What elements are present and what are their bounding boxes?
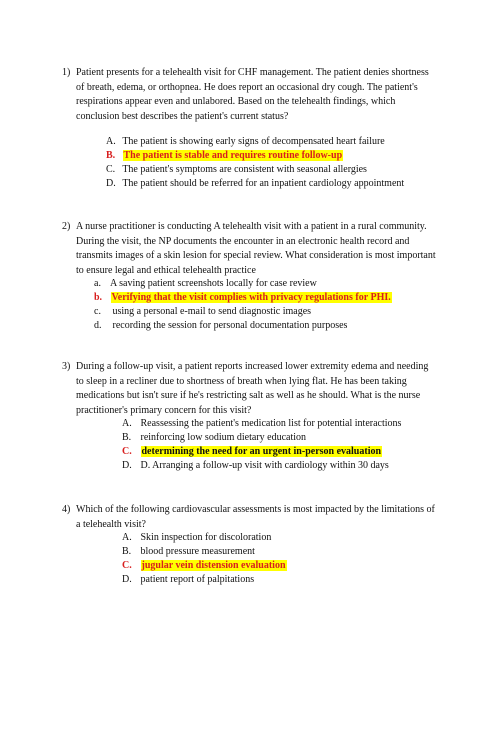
option-4a	[122, 531, 271, 546]
option-4c-answer	[122, 559, 287, 574]
option-label: D.	[106, 178, 116, 189]
option-label: d.	[94, 320, 102, 331]
option-text: Reassessing the patient's medication list for potential interactions	[140, 418, 402, 429]
option-2b-answer	[94, 291, 392, 306]
question-2	[62, 220, 436, 278]
question-4	[62, 503, 436, 532]
option-label: A.	[122, 532, 132, 543]
option-3b	[122, 431, 306, 446]
option-text: using a personal e-mail to send diagnostic images	[112, 306, 312, 317]
option-text-highlighted: jugular vein distension evaluation	[141, 560, 286, 571]
option-label: A.	[122, 418, 132, 429]
option-text: The patient is showing early signs of decompensated heart failure	[122, 136, 385, 147]
option-label: B.	[122, 432, 132, 443]
option-label: B.	[106, 150, 116, 161]
option-text-highlighted: The patient is stable and requires routine follow-up	[123, 150, 343, 161]
option-text: The patient's symptoms are consistent with seasonal allergies	[122, 164, 367, 175]
question-number: 4)	[62, 504, 71, 515]
option-text: The patient should be referred for an inpatient cardiology appointment	[122, 178, 405, 189]
option-2c	[94, 305, 311, 320]
question-number: 3)	[62, 361, 71, 372]
option-1d	[106, 177, 404, 192]
option-label: c.	[94, 306, 101, 317]
option-label: b.	[94, 292, 103, 303]
option-2d	[94, 319, 347, 334]
option-label: C.	[106, 164, 116, 175]
question-stem: Which of the following cardiovascular assessments is most impacted by the limitations of a telehealth visit?	[76, 504, 435, 530]
option-label: A.	[106, 136, 116, 147]
question-3	[62, 360, 436, 418]
option-3c-answer	[122, 445, 382, 460]
option-text-highlighted: Verifying that the visit complies with privacy regulations for PHI.	[111, 292, 391, 303]
question-number: 1)	[62, 67, 71, 78]
option-3a	[122, 417, 401, 432]
question-1	[62, 66, 436, 124]
option-label: D.	[122, 574, 132, 585]
option-2a	[94, 277, 317, 292]
option-text-highlighted: determining the need for an urgent in-person evaluation	[141, 446, 382, 457]
option-1a	[106, 135, 385, 150]
option-label: C.	[122, 560, 132, 571]
option-label: C.	[122, 446, 132, 457]
option-text: patient report of palpitations	[140, 574, 255, 585]
option-text: reinforcing low sodium dietary education	[140, 432, 307, 443]
option-text: D. Arranging a follow-up visit with cardiology within 30 days	[140, 460, 389, 471]
question-stem: Patient presents for a telehealth visit for CHF management. The patient denies shortness of breath, edema, or orthopnea. He does report an occasional dry cough. The patient's respirations appear even and unlabored. Based on the telehealth findings, which conclusion best describes the patient's current status?	[76, 67, 429, 122]
option-text: A saving patient screenshots locally for case review	[109, 278, 317, 289]
option-label: D.	[122, 460, 132, 471]
option-text: blood pressure measurement	[140, 546, 255, 557]
option-1b-answer	[106, 149, 343, 164]
option-label: B.	[122, 546, 132, 557]
question-number: 2)	[62, 221, 71, 232]
question-stem: During a follow-up visit, a patient reports increased lower extremity edema and needing to sleep in a recliner due to shortness of breath when lying flat. He has been taking medications but isn't sure if he's restricting salt as well as he should. What is the nurse practitioner's primary concern for this visit?	[76, 361, 429, 416]
option-3d	[122, 459, 389, 474]
option-1c	[106, 163, 367, 178]
option-text: recording the session for personal documentation purposes	[112, 320, 348, 331]
question-stem: A nurse practitioner is conducting A telehealth visit with a patient in a rural community. During the visit, the NP documents the encounter in an electronic health record and transmits images of a skin lesion for special review. What consideration is most important to ensure legal and ethical telehealth practice	[76, 221, 436, 276]
option-4d	[122, 573, 254, 588]
option-label: a.	[94, 278, 101, 289]
option-4b	[122, 545, 255, 560]
option-text: Skin inspection for discoloration	[140, 532, 272, 543]
